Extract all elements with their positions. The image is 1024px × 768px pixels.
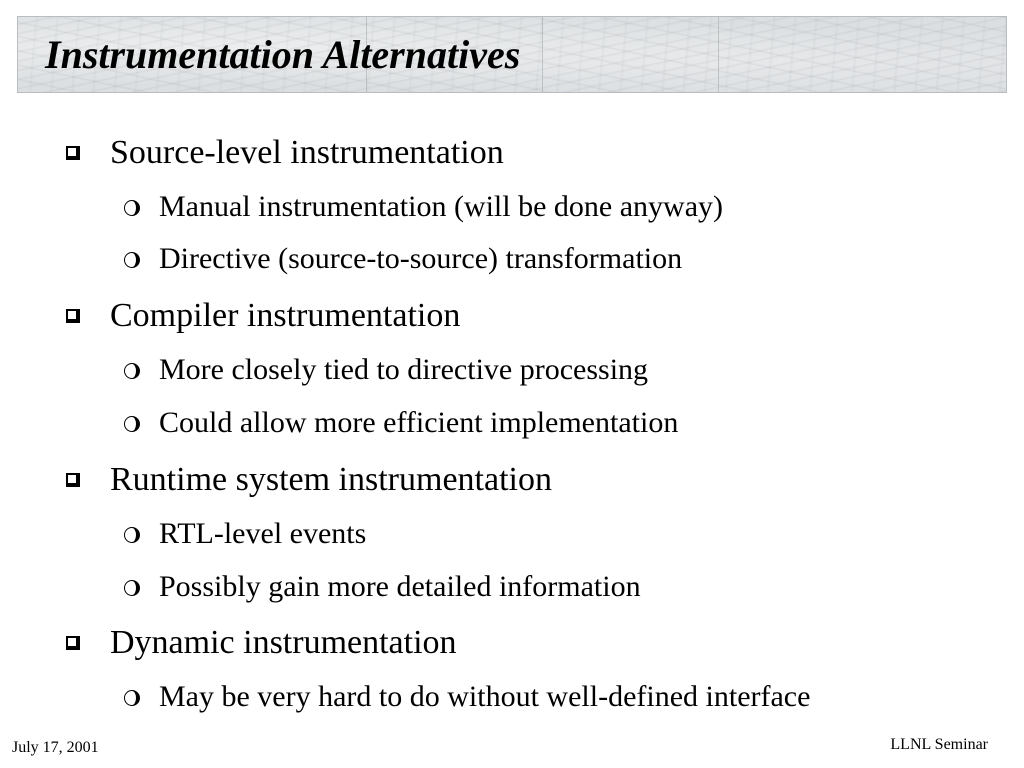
footer-event: LLNL Seminar <box>890 736 988 753</box>
footer-date: July 17, 2001 <box>12 739 99 756</box>
sub-bullet-text: RTL-level events <box>159 517 367 550</box>
circle-bullet-icon <box>124 252 140 268</box>
circle-bullet-icon <box>124 690 140 706</box>
square-bullet-icon <box>66 473 80 487</box>
circle-bullet-icon <box>124 363 140 379</box>
sub-bullet-text: Possibly gain more detailed information <box>159 570 641 603</box>
bullet-text: Runtime system instrumentation <box>110 461 552 498</box>
bullet-text: Source-level instrumentation <box>110 134 504 171</box>
slide-title: Instrumentation Alternatives <box>45 32 521 77</box>
circle-bullet-icon <box>124 416 140 432</box>
sub-bullet-text: More closely tied to directive processing <box>159 353 649 386</box>
circle-bullet-icon <box>124 527 140 543</box>
square-bullet-icon <box>66 636 80 650</box>
circle-bullet-icon <box>124 200 140 216</box>
circle-bullet-icon <box>124 580 140 596</box>
square-bullet-icon <box>66 146 80 160</box>
bullet-text: Dynamic instrumentation <box>110 624 457 661</box>
sub-bullet-text: Could allow more efficient implementation <box>159 406 679 439</box>
sub-bullet-text: May be very hard to do without well-defined interface <box>159 680 811 713</box>
sub-bullet-text: Directive (source-to-source) transformation <box>159 242 683 275</box>
sub-bullet-text: Manual instrumentation (will be done anyway) <box>159 190 724 223</box>
bullet-text: Compiler instrumentation <box>110 297 461 334</box>
square-bullet-icon <box>66 309 80 323</box>
